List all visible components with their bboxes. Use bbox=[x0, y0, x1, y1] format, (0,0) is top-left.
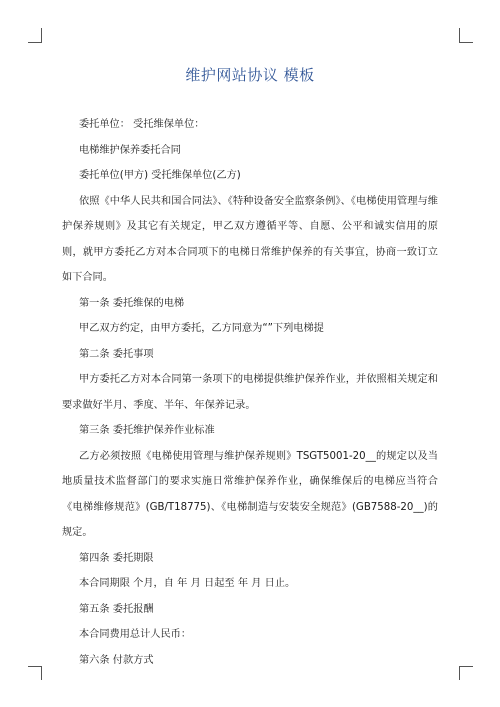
paragraph-contract-name: 电梯维护保养委托合同 bbox=[79, 144, 181, 156]
paragraph-article-4: 本合同期限 个月，自 年 月 日起至 年 月 日止。 bbox=[79, 578, 296, 589]
paragraph-article-5: 本合同费用总计人民币： bbox=[79, 629, 192, 640]
paragraph-article-1: 甲乙双方约定，由甲方委托，乙方同意为“”下列电梯提 bbox=[79, 323, 324, 334]
heading-article-2: 第二条 委托事项 bbox=[79, 348, 154, 360]
heading-article-4: 第四条 委托期限 bbox=[79, 552, 154, 564]
paragraph-article-3: 乙方必须按照《电梯使用管理与维护保养规则》TSGT5001-20__的规定以及当地质量技术监督部门的要求实施日常维护保养作业，确保维保后的电梯应当符合《电梯维修规范》(GB/T18775)、《电梯制造与安装安全规范》(GB7588-20__)的规定。 bbox=[62, 450, 438, 538]
crop-mark-top-left bbox=[28, 28, 42, 43]
document-body bbox=[62, 112, 438, 673]
heading-article-3: 第三条 委托维护保养作业标准 bbox=[79, 425, 215, 436]
paragraph-party-roles: 委托单位(甲方) 受托维保单位(乙方) bbox=[79, 170, 241, 181]
crop-mark-bottom-left bbox=[28, 666, 42, 680]
heading-article-5: 第五条 委托报酬 bbox=[79, 603, 154, 615]
paragraph-parties: 委托单位： 受托维保单位： bbox=[79, 119, 205, 130]
document-title: 维护网站协议 模板 bbox=[185, 66, 315, 84]
crop-mark-top-right bbox=[459, 28, 473, 43]
crop-mark-bottom-right bbox=[459, 666, 473, 680]
heading-article-6: 第六条 付款方式 bbox=[79, 654, 154, 666]
paragraph-article-2: 甲方委托乙方对本合同第一条项下的电梯提供维护保养作业，并依照相关规定和要求做好半月、季度、半年、年保养记录。 bbox=[62, 374, 438, 411]
heading-article-1: 第一条 委托维保的电梯 bbox=[79, 297, 185, 309]
paragraph-preamble: 依照《中华人民共和国合同法》、《特种设备安全监察条例》、《电梯使用管理与维护保养规则》及其它有关规定，甲乙双方遵循平等、自愿、公平和诚实信用的原则，就甲方委托乙方对本合同项下的电梯日常维护保养的有关事宜，协商一致订立如下合同。 bbox=[62, 195, 438, 283]
